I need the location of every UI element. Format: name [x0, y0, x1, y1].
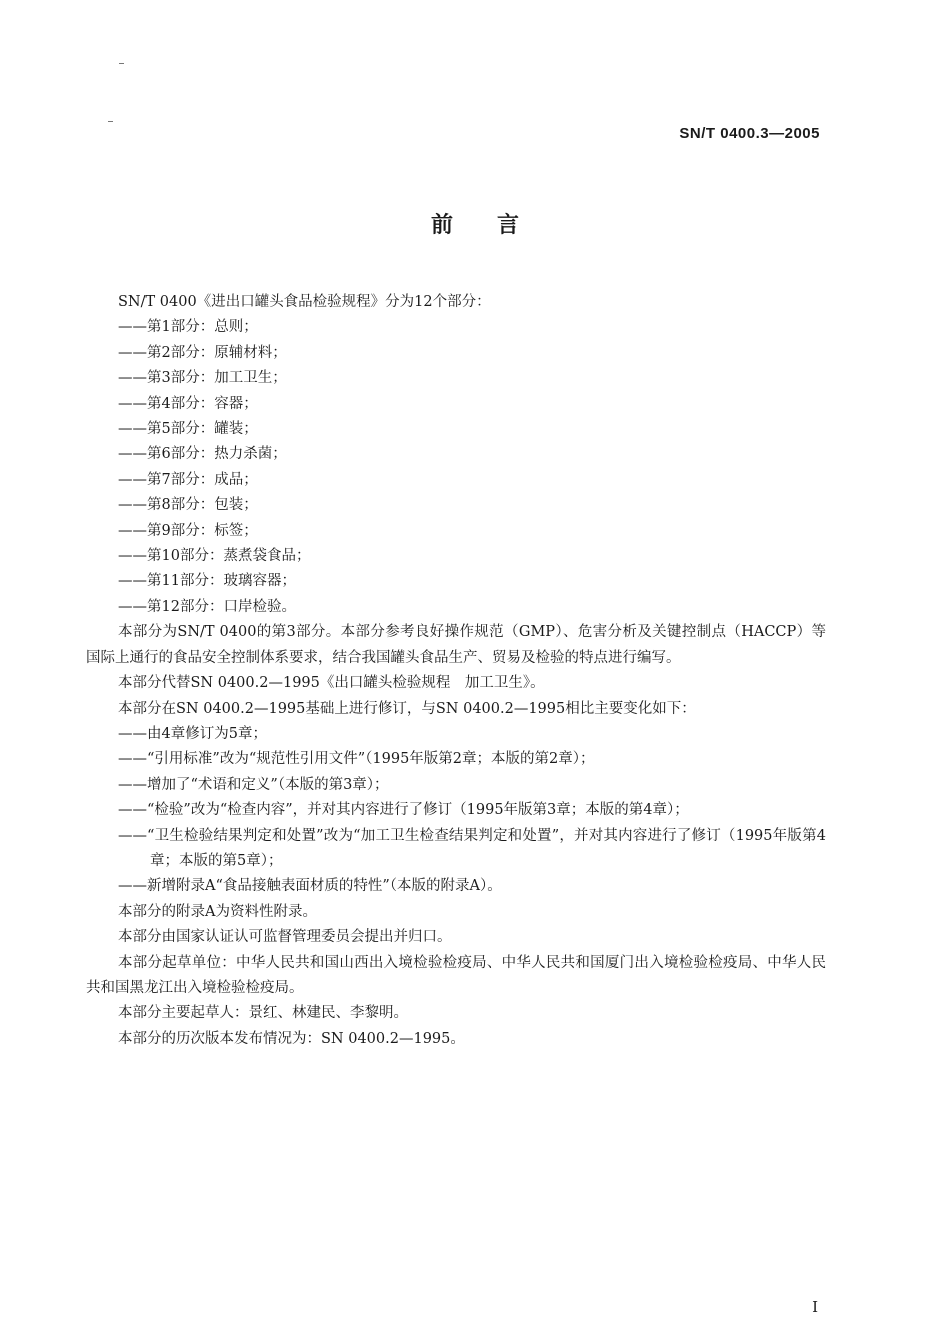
change-list-item: ——“引用标准”改为“规范性引用文件”（1995年版第2章；本版的第2章）；	[118, 751, 595, 768]
replacement-paragraph: 本部分代替SN 0400.2—1995《出口罐头检验规程 加工卫生》。	[118, 675, 545, 692]
scope-paragraph: 本部分为SN/T 0400的第3部分。本部分参考良好操作规范（GMP）、危害分析及关键控制点（HACCP）等国际上通行的食品安全控制体系要求，结合我国罐头食品生产、贸易及检验的特点进行编写。	[86, 624, 826, 666]
part-list-item: ——第12部分：口岸检验。	[118, 598, 296, 615]
changes-intro-paragraph: 本部分在SN 0400.2—1995基础上进行修订，与SN 0400.2—1995相比主要变化如下：	[118, 700, 696, 717]
intro-paragraph: SN/T 0400《进出口罐头食品检验规程》分为12个部分：	[118, 294, 491, 310]
part-list-item: ——第2部分：原辅材料；	[118, 344, 287, 361]
change-list-item: ——由4章修订为5章；	[118, 725, 267, 742]
part-list-item: ——第8部分：包装；	[118, 497, 258, 514]
drafting-units-paragraph: 本部分起草单位：中华人民共和国山西出入境检验检疫局、中华人民共和国厦门出入境检验检疫局、中华人民共和国黑龙江出入境检验检疫局。	[86, 954, 826, 996]
drafters-paragraph: 本部分主要起草人：景红、林建民、李黎明。	[118, 1005, 408, 1022]
part-list-item: ——第7部分：成品；	[118, 471, 258, 488]
foreword-body	[86, 290, 826, 1052]
scan-speck	[119, 63, 124, 64]
change-list-item: ——“检验”改为“检查内容”，并对其内容进行了修订（1995年版第3章；本版的第4章）；	[118, 802, 689, 819]
change-list-item: ——新增附录A“食品接触表面材质的特性”（本版的附录A）。	[118, 878, 502, 895]
part-list-item: ——第5部分：罐装；	[118, 421, 258, 438]
history-paragraph: 本部分的历次版本发布情况为：SN 0400.2—1995。	[118, 1030, 465, 1047]
change-list-item: ——“卫生检验结果判定和处置”改为“加工卫生检查结果判定和处置”，并对其内容进行了修订（1995年版第4章；本版的第5章）；	[118, 827, 826, 869]
document-number: SN/T 0400.3—2005	[679, 125, 820, 142]
page-number: I	[812, 1298, 818, 1316]
part-list-item: ——第3部分：加工卫生；	[118, 370, 287, 387]
scan-speck	[108, 121, 113, 122]
part-list-item: ——第9部分：标签；	[118, 522, 258, 539]
part-list-item: ——第11部分：玻璃容器；	[118, 573, 296, 590]
part-list-item: ——第1部分：总则；	[118, 319, 258, 336]
part-list-item: ——第4部分：容器；	[118, 395, 258, 412]
annex-paragraph: 本部分的附录A为资料性附录。	[118, 903, 317, 920]
part-list-item: ——第6部分：热力杀菌；	[118, 446, 287, 463]
proposer-paragraph: 本部分由国家认证认可监督管理委员会提出并归口。	[118, 929, 452, 946]
page-title: 前言	[430, 213, 563, 238]
change-list-item: ——增加了“术语和定义”（本版的第3章）；	[118, 776, 389, 793]
part-list-item: ——第10部分：蒸煮袋食品；	[118, 548, 311, 565]
